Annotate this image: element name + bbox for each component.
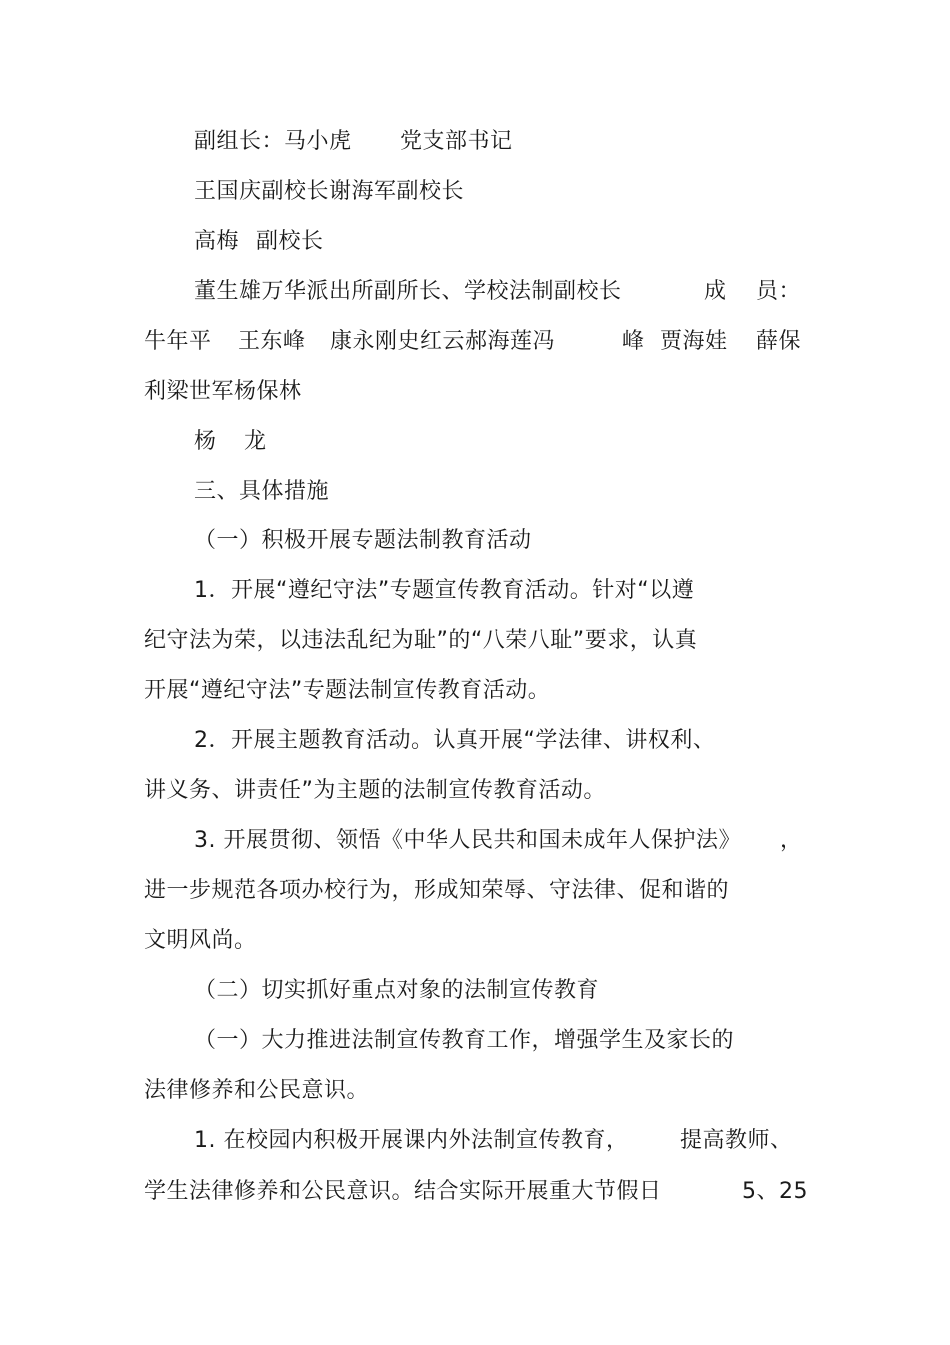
text-segment: 1. 在校园内积极开展课内外法制宣传教育， bbox=[194, 1128, 629, 1153]
text-segment: 副组长：马小虎 bbox=[194, 129, 352, 154]
text-segment: 3. 开展贯彻、领悟《中华人民共和国未成年人保护法》 bbox=[194, 828, 741, 853]
text-segment: 龙 bbox=[244, 429, 267, 454]
text-segment: （一）大力推进法制宣传教育工作，增强学生及家长的 bbox=[194, 1028, 735, 1053]
text-segment: ， bbox=[780, 828, 803, 853]
text-segment: 进一步规范各项办校行为，形成知荣辱、守法律、促和谐的 bbox=[144, 878, 730, 903]
text-segment: 法律修养和公民意识。 bbox=[144, 1078, 370, 1103]
text-segment: （一）积极开展专题法制教育活动 bbox=[194, 528, 532, 553]
text-segment: 纪守法为荣，以违法乱纪为耻”的“八荣八耻”要求，认真 bbox=[144, 628, 698, 653]
text-segment: 贾海娃 bbox=[660, 329, 728, 354]
text-segment: 利梁世军杨保林 bbox=[144, 379, 302, 404]
text-segment: 5、25 bbox=[742, 1179, 808, 1204]
text-segment: 三、具体措施 bbox=[194, 479, 330, 504]
text-segment: 讲义务、讲责任”为主题的法制宣传教育活动。 bbox=[144, 778, 606, 803]
text-segment: 康永刚史红云郝海莲冯 bbox=[330, 329, 556, 354]
text-segment: 学生法律修养和公民意识。结合实际开展重大节假日 bbox=[144, 1179, 662, 1204]
text-segment: 员： bbox=[756, 279, 802, 304]
text-segment: 提高教师、 bbox=[680, 1128, 793, 1153]
text-segment: 董生雄万华派出所副所长、学校法制副校长 bbox=[194, 279, 622, 304]
text-segment: 杨 bbox=[194, 429, 217, 454]
text-segment: 王东峰 bbox=[238, 329, 306, 354]
text-segment: （二）切实抓好重点对象的法制宣传教育 bbox=[194, 978, 600, 1003]
text-segment: 1．开展“遵纪守法”专题宣传教育活动。针对“以遵 bbox=[194, 578, 695, 603]
text-segment: 党支部书记 bbox=[400, 129, 513, 154]
text-segment: 成 bbox=[704, 279, 727, 304]
text-segment: 王国庆副校长谢海军副校长 bbox=[194, 179, 465, 204]
text-segment: 开展“遵纪守法”专题法制宣传教育活动。 bbox=[144, 678, 551, 703]
text-segment: 牛年平 bbox=[144, 329, 212, 354]
text-segment: 峰 bbox=[622, 329, 645, 354]
text-segment: 2．开展主题教育活动。认真开展“学法律、讲权利、 bbox=[194, 728, 716, 753]
text-segment: 薛保 bbox=[756, 329, 802, 354]
text-segment: 副校长 bbox=[256, 229, 324, 254]
text-segment: 文明风尚。 bbox=[144, 928, 257, 953]
text-segment: 高梅 bbox=[194, 229, 240, 254]
